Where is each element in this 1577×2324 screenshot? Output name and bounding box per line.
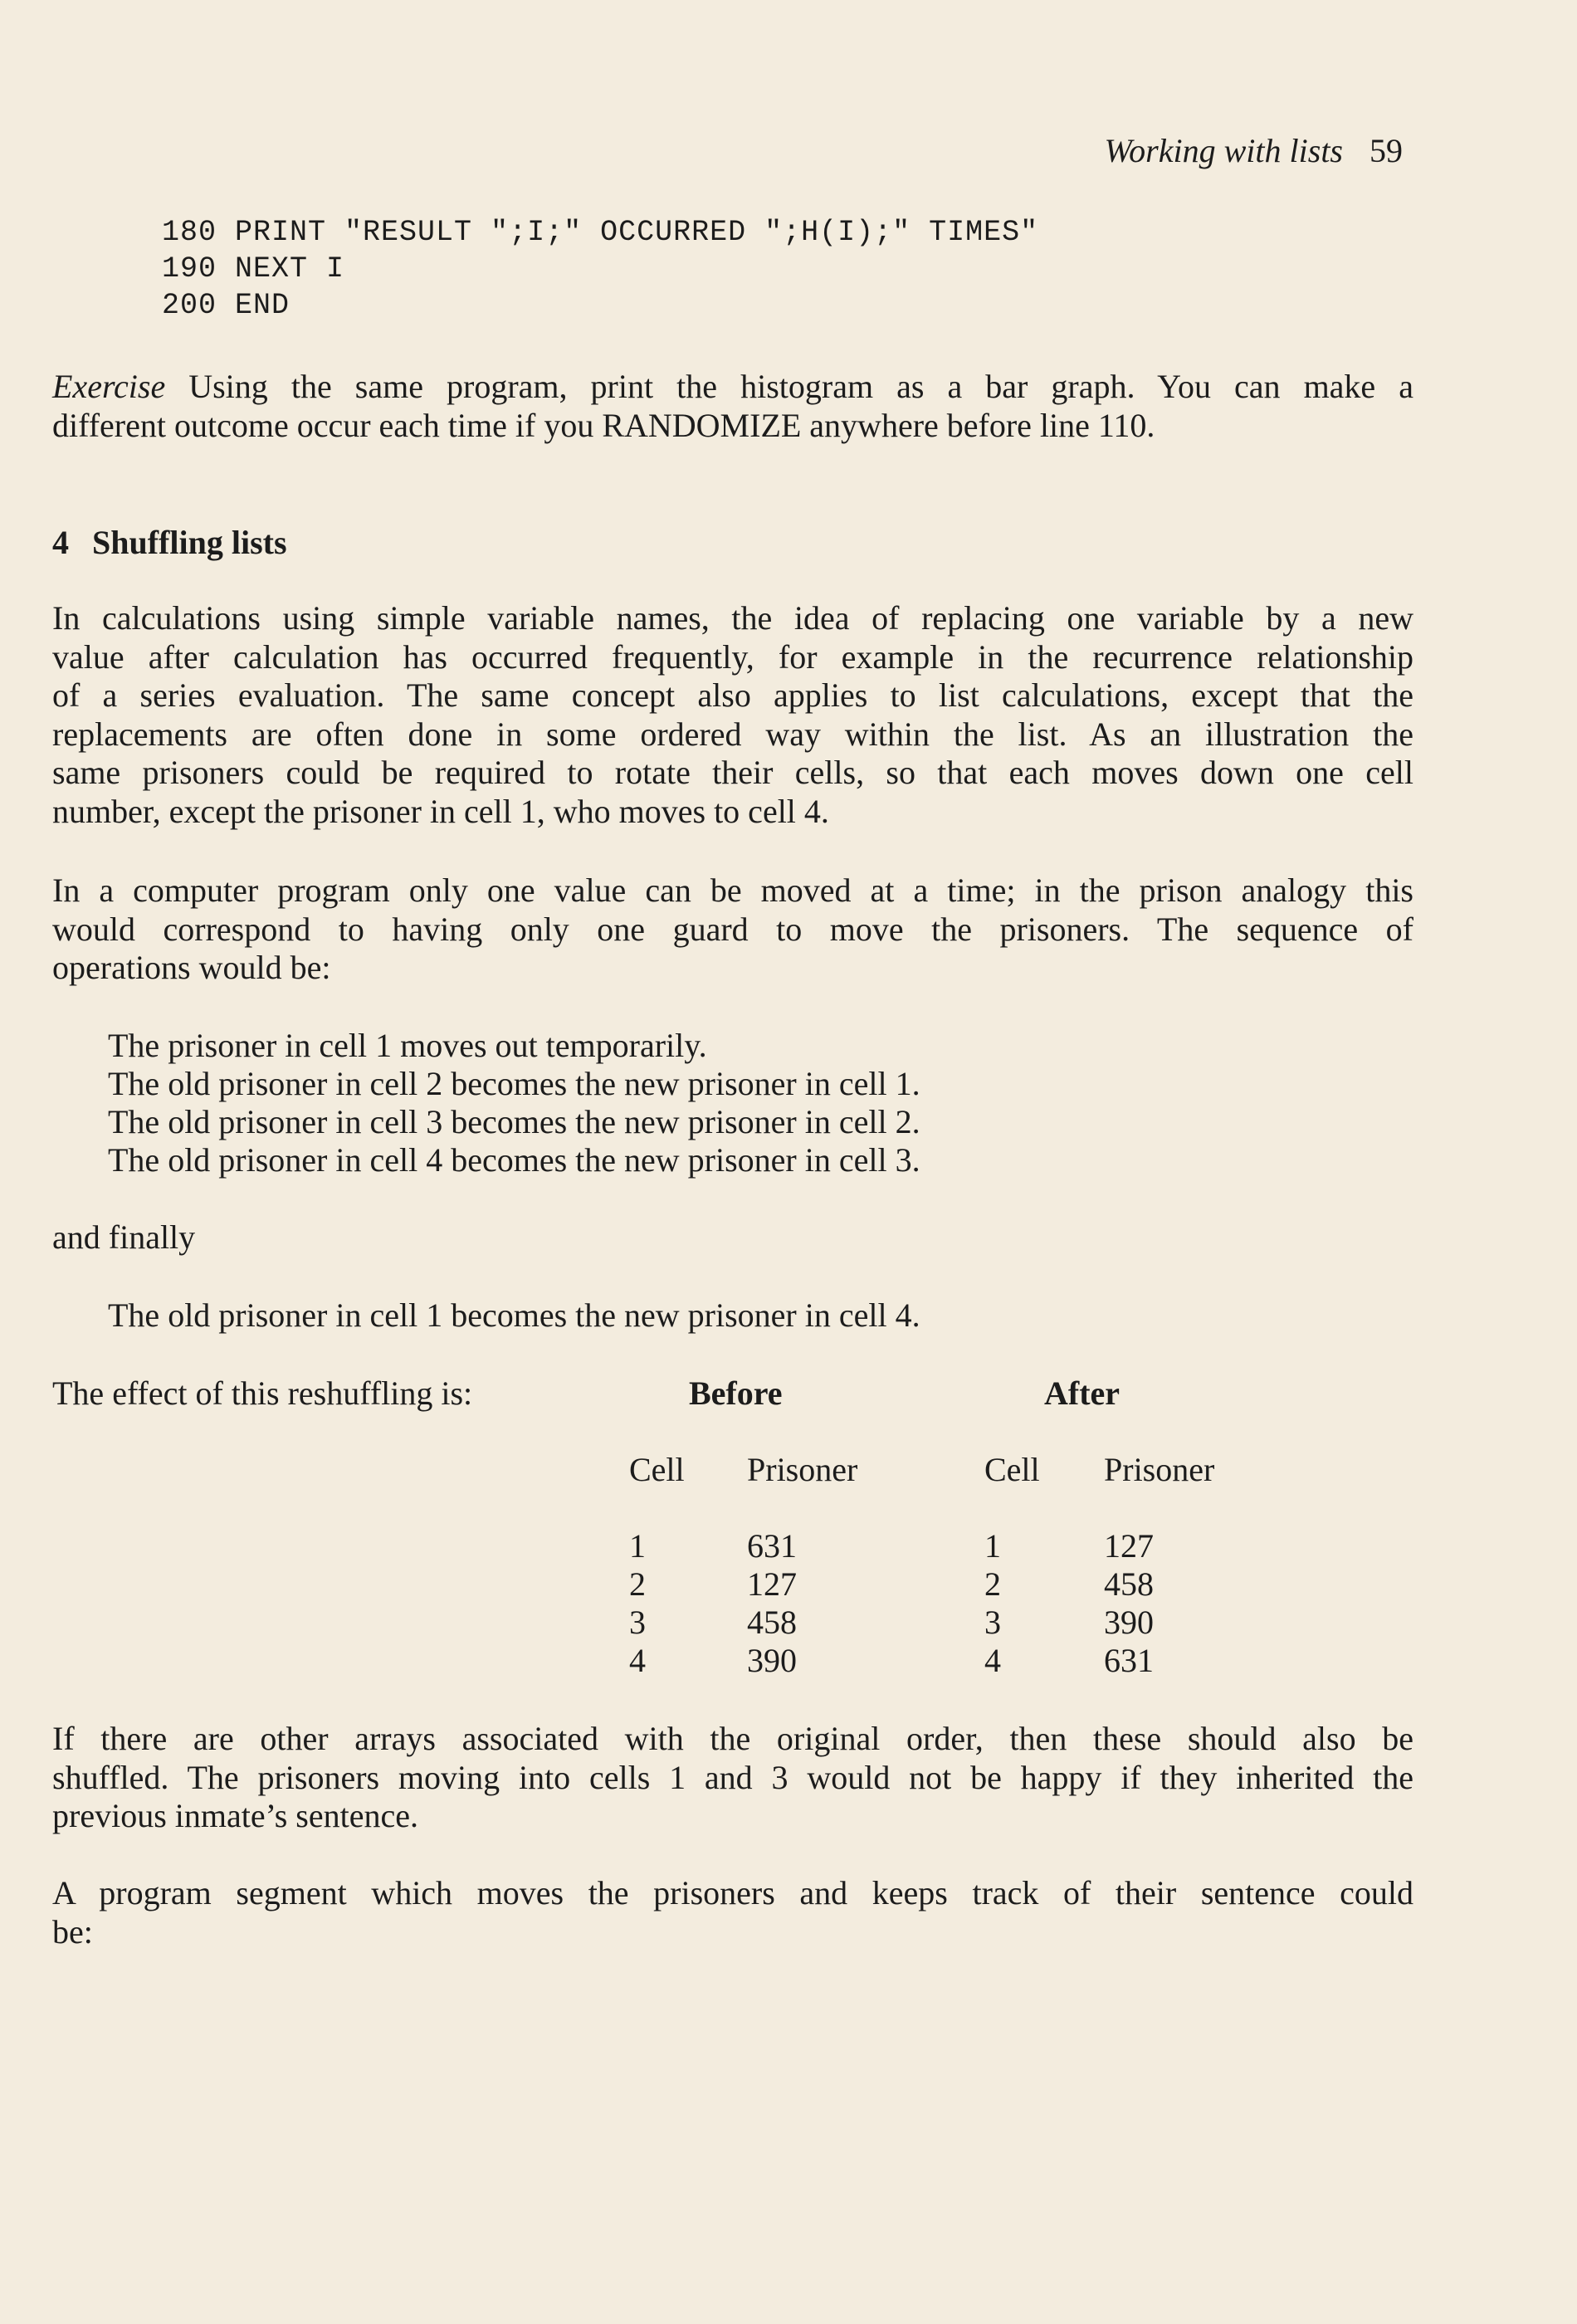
paragraph-1 xyxy=(52,599,1413,831)
text-line: If there are other arrays associated with the original order, then these should also be xyxy=(52,1720,1413,1757)
exercise-paragraph xyxy=(52,368,1413,445)
after-cell: 4 xyxy=(984,1642,1001,1679)
code-line: 190 NEXT I xyxy=(162,252,345,286)
and-finally-text: and finally xyxy=(52,1218,196,1256)
step-list xyxy=(108,1027,920,1179)
before-heading: Before xyxy=(689,1374,783,1412)
paragraph-3 xyxy=(52,1720,1413,1836)
text-line: In calculations using simple variable names, the idea of replacing one variable by a new xyxy=(52,599,1413,637)
text-line: shuffled. The prisoners moving into cells 1 and 3 would not be happy if they inherited the xyxy=(52,1758,1413,1796)
before-prisoner: 390 xyxy=(747,1642,797,1679)
chapter-title: Working with lists xyxy=(1104,132,1343,169)
after-cell: 1 xyxy=(984,1527,1001,1565)
final-step: The old prisoner in cell 1 becomes the new prisoner in cell 4. xyxy=(108,1296,920,1334)
before-cell-header: Cell xyxy=(629,1451,685,1488)
text-line: replacements are often done in some ordered way within the list. As an illustration the xyxy=(52,715,1413,753)
after-heading: After xyxy=(1044,1374,1120,1412)
before-cell: 2 xyxy=(629,1565,646,1603)
after-prisoner-header: Prisoner xyxy=(1104,1451,1215,1488)
text-line: number, except the prisoner in cell 1, who moves to cell 4. xyxy=(52,792,829,830)
after-prisoner: 127 xyxy=(1104,1527,1154,1565)
before-prisoner: 458 xyxy=(747,1604,797,1641)
section-heading xyxy=(52,523,287,563)
before-table-body xyxy=(629,1527,646,1680)
after-prisoner-column xyxy=(1104,1527,1154,1680)
text-line: value after calculation has occurred frequently, for example in the recurrence relationship xyxy=(52,637,1413,676)
after-cell-header: Cell xyxy=(984,1451,1040,1488)
list-item: The old prisoner in cell 4 becomes the new prisoner in cell 3. xyxy=(108,1141,920,1179)
before-prisoner: 631 xyxy=(747,1527,797,1565)
running-header xyxy=(1105,131,1403,171)
before-cell: 3 xyxy=(629,1604,646,1641)
paragraph-2 xyxy=(52,872,1413,988)
text-line: of a series evaluation. The same concept also applies to list calculations, except that the xyxy=(52,676,1413,714)
code-line: 180 PRINT "RESULT ";I;" OCCURRED ";H(I);" TIMES" xyxy=(162,216,1039,249)
list-item: The old prisoner in cell 3 becomes the new prisoner in cell 2. xyxy=(108,1103,920,1140)
paragraph-4 xyxy=(52,1874,1413,1951)
code-listing xyxy=(162,214,1038,324)
section-title: Shuffling lists xyxy=(92,524,287,561)
list-item: The old prisoner in cell 2 becomes the new prisoner in cell 1. xyxy=(108,1065,920,1102)
after-table-body xyxy=(984,1527,1001,1680)
section-number: 4 xyxy=(52,524,69,561)
before-prisoner: 127 xyxy=(747,1565,797,1603)
after-prisoner: 390 xyxy=(1104,1604,1154,1641)
text-line: previous inmate’s sentence. xyxy=(52,1797,418,1834)
table-intro: The effect of this reshuffling is: xyxy=(52,1374,473,1412)
list-item: The prisoner in cell 1 moves out temporarily. xyxy=(108,1027,707,1064)
text-line: A program segment which moves the prisoners and keeps track of their sentence could xyxy=(52,1874,1413,1911)
after-cell: 3 xyxy=(984,1604,1001,1641)
before-prisoner-column xyxy=(747,1527,797,1680)
text-line: different outcome occur each time if you RANDOMIZE anywhere before line 110. xyxy=(52,406,1155,444)
text-line: same prisoners could be required to rotate their cells, so that each moves down one cell xyxy=(52,754,1413,791)
text-line: be: xyxy=(52,1912,93,1950)
after-prisoner: 458 xyxy=(1104,1565,1154,1603)
text-line: In a computer program only one value can be moved at a time; in the prison analogy this xyxy=(52,872,1413,909)
after-cell: 2 xyxy=(984,1565,1001,1603)
text-line: Exercise Using the same program, print the histogram as a bar graph. You can make a xyxy=(52,368,1413,405)
before-prisoner-header: Prisoner xyxy=(747,1451,858,1488)
before-cell: 4 xyxy=(629,1642,646,1679)
code-line: 200 END xyxy=(162,289,290,322)
before-cell: 1 xyxy=(629,1527,646,1565)
page-number: 59 xyxy=(1370,132,1403,169)
text-line: would correspond to having only one guard to move the prisoners. The sequence of xyxy=(52,910,1413,948)
text-line: operations would be: xyxy=(52,949,331,986)
after-prisoner: 631 xyxy=(1104,1642,1154,1679)
exercise-label: Exercise xyxy=(52,368,166,405)
